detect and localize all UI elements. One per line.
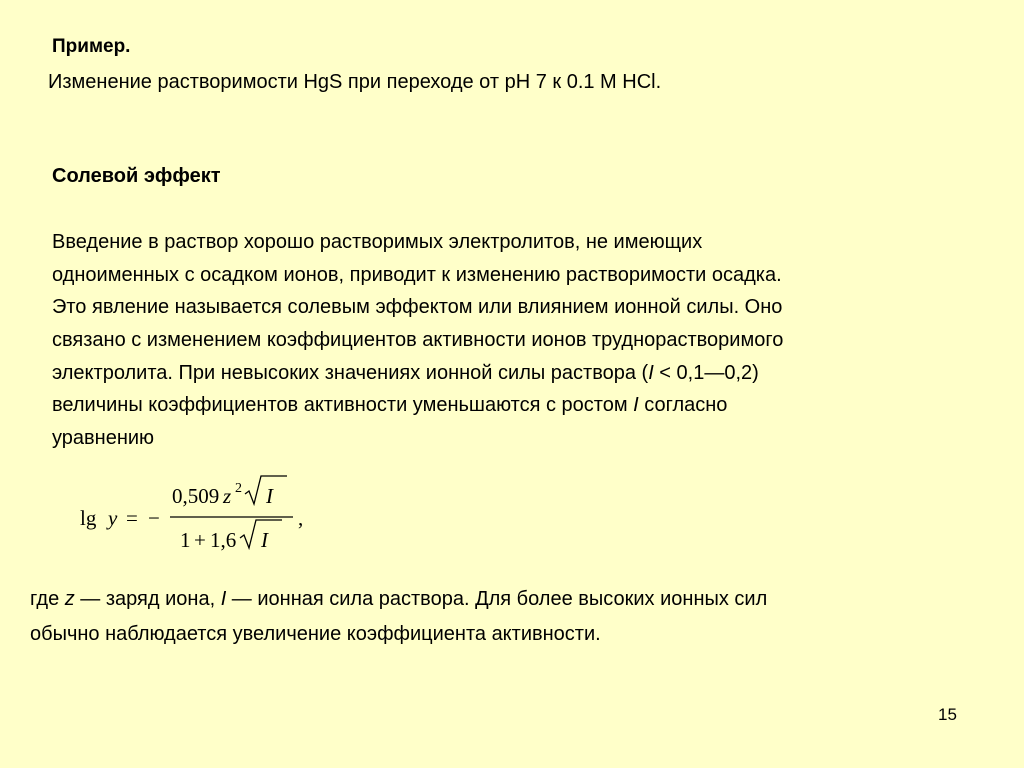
formula-graphic (72, 472, 322, 564)
text-segment: электролита. При невысоких значениях ионной силы раствора ( (52, 361, 649, 384)
ionic-strength-symbol: I (633, 394, 639, 417)
formula-y: y (108, 506, 118, 530)
formula-numerator-I: I (266, 484, 273, 508)
ionic-strength-symbol: I (220, 588, 227, 610)
paragraph-line: Это явление называется солевым эффектом или влиянием ионной силы. Оно (52, 296, 783, 319)
formula-equals: = (126, 506, 138, 530)
ionic-strength-symbol: I (648, 361, 654, 384)
paragraph-line (52, 357, 992, 390)
debye-huckel-formula (72, 472, 322, 564)
text-segment: согласно (638, 394, 728, 417)
footer-line (30, 582, 1010, 617)
formula-denominator-I: I (261, 528, 268, 552)
footer-line: обычно наблюдается увеличение коэффициента активности. (30, 623, 601, 645)
example-description: Изменение растворимости HgS при переходе от pH 7 к 0.1 М HCl. (48, 71, 662, 93)
text-segment: — ионная сила раствора. Для более высоких ионных сил (226, 588, 768, 610)
page-number: 15 (938, 705, 957, 724)
footer-paragraph (30, 582, 1010, 652)
text-segment: где (30, 588, 65, 610)
paragraph-line: одноименных с осадком ионов, приводит к изменению растворимости осадка. (52, 263, 782, 286)
paragraph-line: уравнению (52, 427, 155, 450)
formula-exponent: 2 (235, 481, 242, 496)
section-heading: Солевой эффект (52, 165, 221, 187)
paragraph-line: связано с изменением коэффициентов активности ионов труднорастворимого (52, 329, 784, 352)
formula-minus: − (148, 506, 160, 530)
formula-plus: + (194, 528, 206, 552)
formula-z: z (223, 484, 232, 508)
slide-title: Пример. (52, 36, 131, 57)
formula-denominator-coef: 1,6 (210, 528, 237, 552)
formula-one: 1 (180, 528, 191, 552)
formula-comma: , (298, 506, 304, 530)
formula-lg: lg (80, 506, 97, 530)
text-segment: < 0,1—0,2) (653, 361, 759, 384)
text-segment: величины коэффициентов активности уменьшаются с ростом (52, 394, 634, 417)
paragraph-line: Введение в раствор хорошо растворимых электролитов, не имеющих (52, 231, 703, 253)
body-paragraph (52, 226, 992, 455)
text-segment: — заряд иона, (74, 588, 221, 610)
formula-numerator-coef: 0,509 (172, 484, 220, 508)
paragraph-line (52, 389, 992, 422)
charge-symbol: z (64, 588, 75, 610)
